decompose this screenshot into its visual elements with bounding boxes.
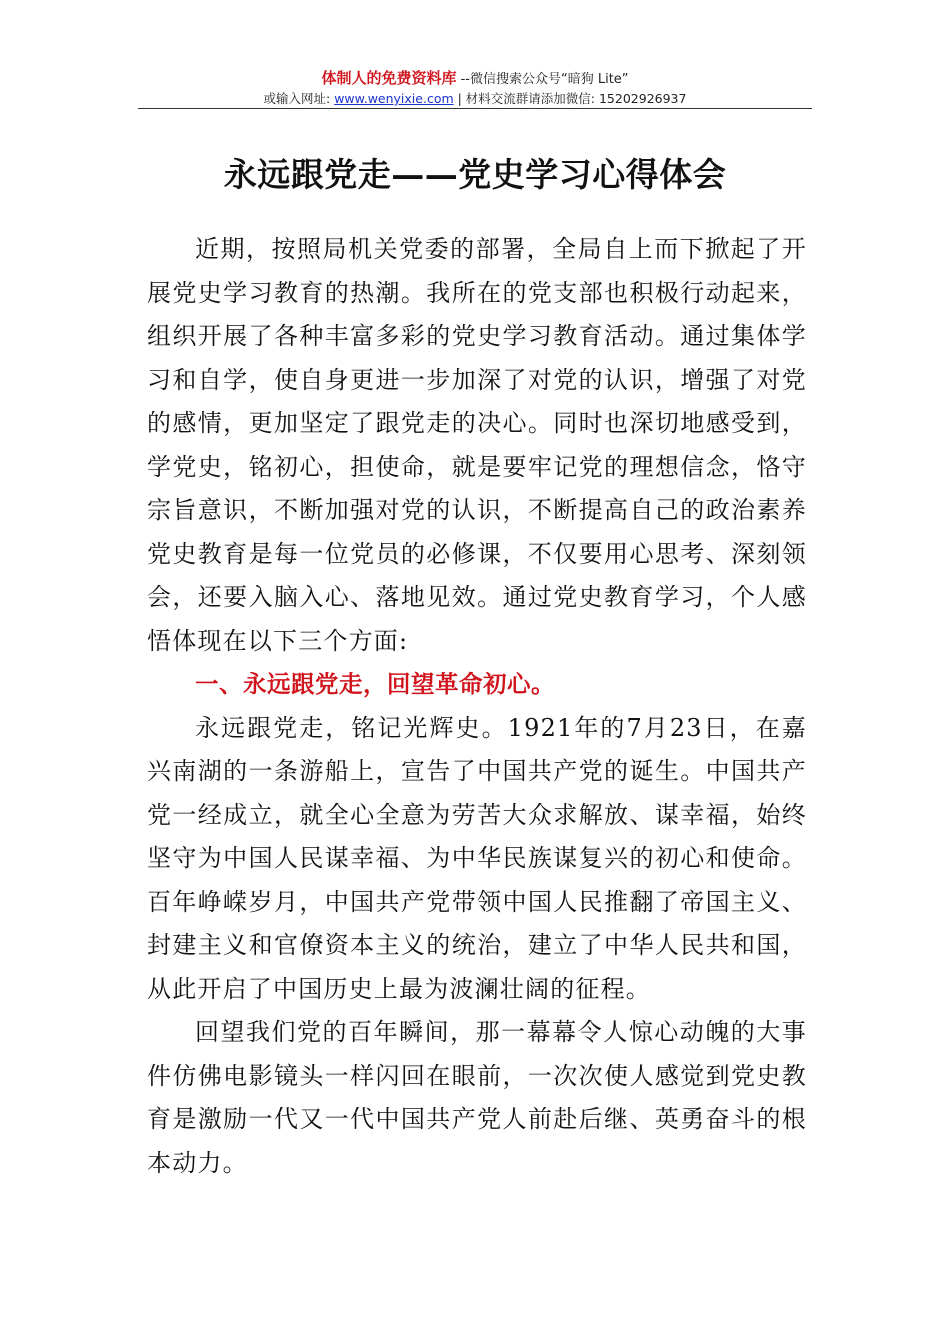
header-line-1 <box>138 68 812 90</box>
header-url-link[interactable]: www.wenyixie.com <box>334 91 454 106</box>
header-brand: 体制人的免费资料库 <box>321 69 457 87</box>
header-subtitle: --微信搜索公众号“暗狗 Lite” <box>456 72 629 87</box>
page-header <box>138 68 812 108</box>
intro-paragraph: 近期，按照局机关党委的部署，全局自上而下掀起了开展党史学习教育的热潮。我所在的党支部也积极行动起来，组织开展了各种丰富多彩的党史学习教育活动。通过集体学习和自学，使自身更进一步加深了对党的认识，增强了对党的感情，更加坚定了跟党走的决心。同时也深切地感受到，学党史，铭初心，担使命，就是要牢记党的理想信念，恪守宗旨意识，不断加强对党的认识，不断提高自己的政治素养党史教育是每一位党员的必修课，不仅要用心思考、深刻领会，还要入脑入心、落地见效。通过党史教育学习，个人感悟体现在以下三个方面: <box>147 235 807 655</box>
header-line-2 <box>138 90 812 108</box>
section-1-paragraph-2: 回望我们党的百年瞬间，那一幕幕令人惊心动魄的大事件仿佛电影镜头一样闪回在眼前，一次次使人感觉到党史教育是激励一代又一代中国共产党人前赴后继、英勇奋斗的根本动力。 <box>147 1018 807 1177</box>
header-contact: | 材料交流群请添加微信: 15202926937 <box>453 91 687 106</box>
header-divider <box>138 108 812 109</box>
section-1-paragraph-1: 永远跟党走，铭记光辉史。1921年的7月23日，在嘉兴南湖的一条游船上，宣告了中国共产党的诞生。中国共产党一经成立，就全心全意为劳苦大众求解放、谋幸福，始终坚守为中国人民谋幸福、为中华民族谋复兴的初心和使命。百年峥嵘岁月，中国共产党带领中国人民推翻了帝国主义、封建主义和官僚资本主义的统治，建立了中华人民共和国，从此开启了中国历史上最为波澜壮阔的征程。 <box>147 713 807 1003</box>
document-body <box>147 228 807 1185</box>
section-1-heading: 一、永远跟党走，回望革命初心。 <box>195 670 555 698</box>
header-url-prefix: 或输入网址: <box>263 91 335 106</box>
document-title: 永远跟党走——党史学习心得体会 <box>223 155 727 194</box>
